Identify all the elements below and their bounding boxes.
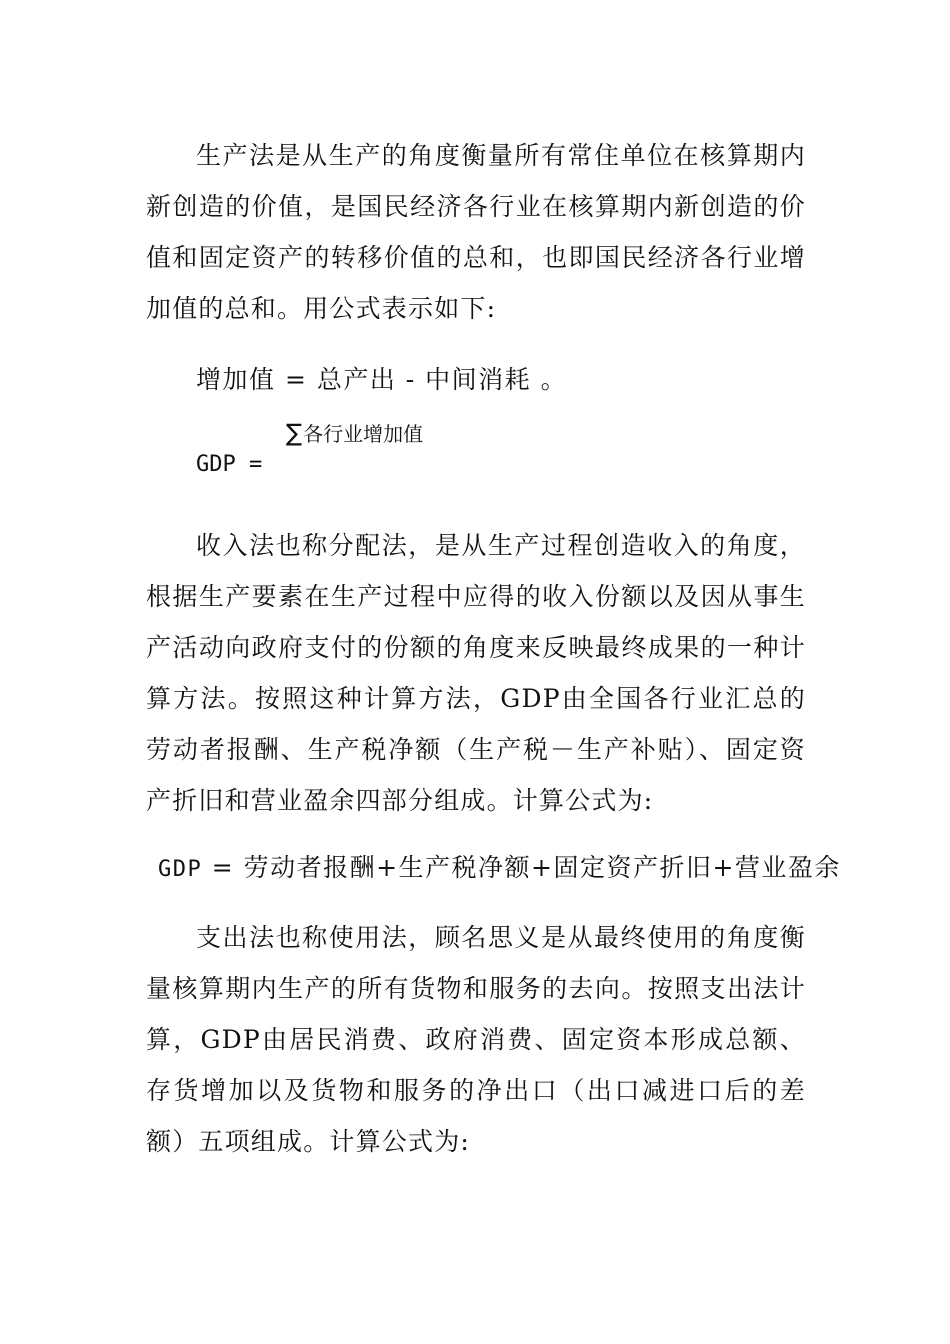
formula-gdp-sum — [286, 418, 423, 447]
formula-gdp-income-lhs: GDP — [158, 857, 203, 882]
paragraph-production-method: 生产法是从生产的角度衡量所有常住单位在核算期内新创造的价值，是国民经济各行业在核算期内新创造的价值和固定资产的转移价值的总和，也即国民经济各行业增加值的总和。用公式表示如下: — [146, 141, 806, 323]
formula-gdp-income-rhs: = 劳动者报酬+生产税净额+固定资产折旧+营业盈余 — [202, 853, 841, 882]
sigma-symbol: ∑ — [286, 419, 303, 447]
paragraph-income-method: 收入法也称分配法，是从生产过程创造收入的角度，根据生产要素在生产过程中应得的收入份额以及因从事生产活动向政府支付的份额的角度来反映最终成果的一种计算方法。按照这种计算方法，GDP由全国各行业汇总的劳动者报酬、生产税净额（生产税－生产补贴）、固定资产折旧和营业盈余四部分组成。计算公式为: — [146, 531, 806, 815]
formula-gdp-income — [158, 848, 841, 884]
formula-gdp-lhs: GDP = — [196, 452, 263, 477]
sum-term: 各行业增加值 — [303, 422, 424, 446]
formula-value-added: 增加值 = 总产出 - 中间消耗 。 — [196, 365, 568, 394]
paragraph-expenditure-method: 支出法也称使用法，顾名思义是从最终使用的角度衡量核算期内生产的所有货物和服务的去向。按照支出法计算，GDP由居民消费、政府消费、固定资本形成总额、存货增加以及货物和服务的净出口（出口减进口后的差额）五项组成。计算公式为: — [146, 923, 806, 1156]
